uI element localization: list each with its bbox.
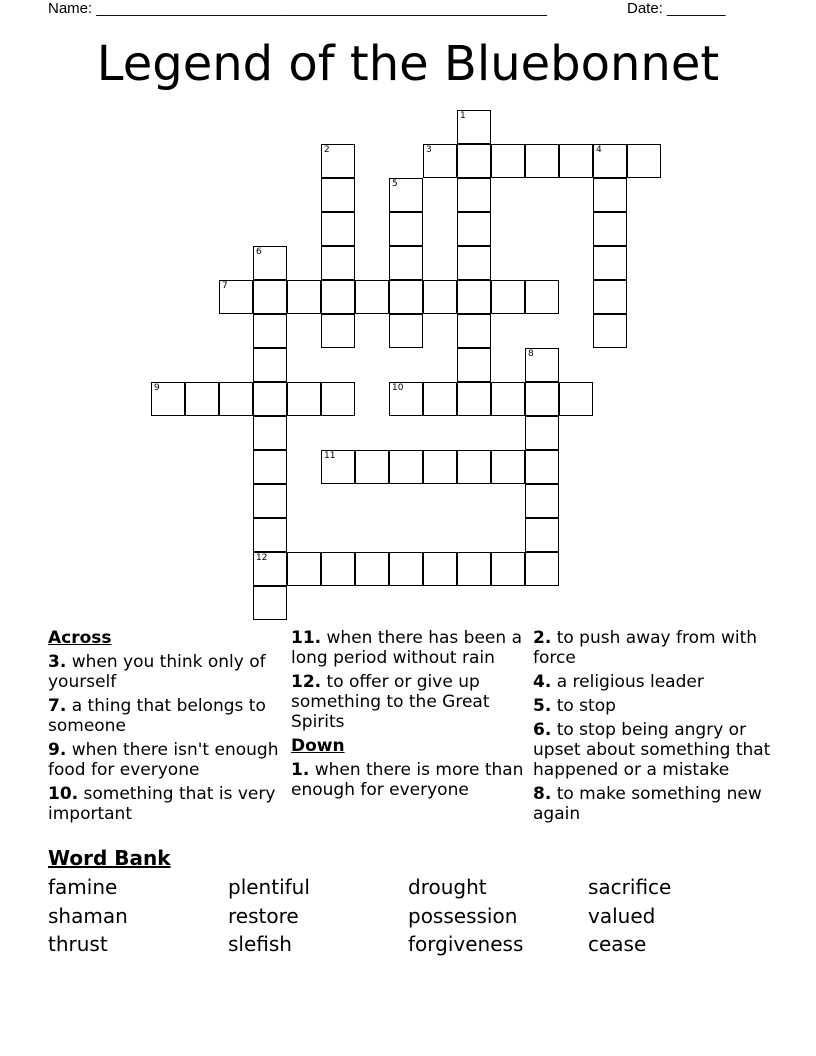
crossword-cell[interactable] xyxy=(321,178,355,212)
word-bank-word: sacrifice xyxy=(588,875,672,899)
crossword-cell[interactable] xyxy=(593,212,627,246)
down-clue: 2. to push away from with force xyxy=(533,628,758,668)
crossword-cell[interactable] xyxy=(321,382,355,416)
clue-number: 7 xyxy=(222,281,228,291)
crossword-cell[interactable] xyxy=(287,280,321,314)
crossword-cell[interactable] xyxy=(457,450,491,484)
crossword-cell[interactable] xyxy=(287,382,321,416)
crossword-cell[interactable] xyxy=(185,382,219,416)
page-title: Legend of the Bluebonnet xyxy=(96,36,720,92)
word-bank-word: slefish xyxy=(228,932,292,956)
crossword-cell[interactable] xyxy=(253,552,287,586)
across-clue: 12. to offer or give up something to the Great Spirits xyxy=(291,672,490,732)
crossword-cell[interactable] xyxy=(457,246,491,280)
crossword-cell[interactable] xyxy=(423,552,457,586)
name-field-label[interactable]: Name: ______________________________________________________ xyxy=(48,0,547,17)
word-bank-word: famine xyxy=(48,875,118,899)
word-bank-word: thrust xyxy=(48,932,108,956)
word-bank-list xyxy=(48,873,768,959)
clue-number: 4 xyxy=(596,145,602,155)
crossword-cell[interactable] xyxy=(525,484,559,518)
crossword-cell[interactable] xyxy=(491,382,525,416)
clue-number: 8 xyxy=(528,349,534,359)
down-clue: 4. a religious leader xyxy=(533,672,704,692)
crossword-cell[interactable] xyxy=(389,280,423,314)
down-heading: Down xyxy=(291,736,345,756)
word-bank-word: drought xyxy=(408,875,487,899)
across-clue: 9. when there isn't enough food for everyone xyxy=(48,740,279,780)
word-bank-word: forgiveness xyxy=(408,932,524,956)
crossword-cell[interactable] xyxy=(355,552,389,586)
across-clue: 7. a thing that belongs to someone xyxy=(48,696,266,736)
crossword-cell[interactable] xyxy=(389,212,423,246)
down-clue: 1. when there is more than enough for everyone xyxy=(291,760,524,800)
clue-column-1 xyxy=(48,628,284,828)
crossword-cell[interactable] xyxy=(287,552,321,586)
crossword-cell[interactable] xyxy=(355,450,389,484)
crossword-cell[interactable] xyxy=(457,178,491,212)
crossword-cell[interactable] xyxy=(525,348,559,382)
crossword-cell[interactable] xyxy=(321,212,355,246)
word-bank-word: valued xyxy=(588,903,656,928)
crossword-cell[interactable] xyxy=(253,416,287,450)
crossword-cell[interactable] xyxy=(151,382,185,416)
crossword-cell[interactable] xyxy=(525,552,559,586)
crossword-cell[interactable] xyxy=(253,484,287,518)
crossword-cell[interactable] xyxy=(321,450,355,484)
clue-number: 5 xyxy=(392,179,398,189)
crossword-cell[interactable] xyxy=(457,144,491,178)
crossword-cell[interactable] xyxy=(627,144,661,178)
clue-column-3 xyxy=(533,628,773,828)
crossword-cell[interactable] xyxy=(389,450,423,484)
across-clue: 10. something that is very important xyxy=(48,784,276,824)
crossword-cell[interactable] xyxy=(593,314,627,348)
crossword-cell[interactable] xyxy=(457,348,491,382)
crossword-cell[interactable] xyxy=(321,246,355,280)
crossword-cell[interactable] xyxy=(253,280,287,314)
crossword-cell[interactable] xyxy=(389,246,423,280)
word-bank-heading: Word Bank xyxy=(48,846,171,870)
crossword-cell[interactable] xyxy=(525,280,559,314)
crossword-cell[interactable] xyxy=(219,382,253,416)
date-field-label[interactable]: Date: _______ xyxy=(627,0,726,17)
crossword-cell[interactable] xyxy=(389,314,423,348)
word-bank xyxy=(48,845,768,959)
crossword-cell[interactable] xyxy=(593,144,627,178)
clue-column-2 xyxy=(291,628,527,804)
across-clue: 3. when you think only of yourself xyxy=(48,652,266,692)
clue-number: 6 xyxy=(256,247,262,257)
crossword-cell[interactable] xyxy=(389,178,423,212)
crossword-cell[interactable] xyxy=(457,314,491,348)
crossword-cell[interactable] xyxy=(321,144,355,178)
word-bank-word: shaman xyxy=(48,903,128,928)
clue-number: 1 xyxy=(460,111,466,121)
crossword-cell[interactable] xyxy=(593,178,627,212)
crossword-cell[interactable] xyxy=(457,212,491,246)
clue-number: 10 xyxy=(392,383,404,393)
crossword-cell[interactable] xyxy=(525,144,559,178)
crossword-cell[interactable] xyxy=(491,450,525,484)
crossword-cell[interactable] xyxy=(525,450,559,484)
crossword-cell[interactable] xyxy=(253,246,287,280)
crossword-cell[interactable] xyxy=(253,518,287,552)
crossword-cell[interactable] xyxy=(491,280,525,314)
crossword-cell[interactable] xyxy=(457,382,491,416)
word-bank-word: plentiful xyxy=(228,875,310,899)
crossword-cell[interactable] xyxy=(457,552,491,586)
crossword-cell[interactable] xyxy=(491,144,525,178)
crossword-cell[interactable] xyxy=(457,110,491,144)
crossword-cell[interactable] xyxy=(525,416,559,450)
clue-number: 2 xyxy=(324,145,330,155)
crossword-cell[interactable] xyxy=(593,280,627,314)
crossword-cell[interactable] xyxy=(389,382,423,416)
crossword-cell[interactable] xyxy=(423,280,457,314)
down-clue: 8. to make something new again xyxy=(533,784,762,824)
crossword-cell[interactable] xyxy=(219,280,253,314)
crossword-cell[interactable] xyxy=(559,382,593,416)
crossword-cell[interactable] xyxy=(559,144,593,178)
crossword-cell[interactable] xyxy=(525,382,559,416)
crossword-cell[interactable] xyxy=(593,246,627,280)
crossword-cell[interactable] xyxy=(321,552,355,586)
crossword-cell[interactable] xyxy=(355,280,389,314)
crossword-cell[interactable] xyxy=(423,382,457,416)
down-clue: 6. to stop being angry or upset about something that happened or a mistake xyxy=(533,720,771,780)
crossword-cell[interactable] xyxy=(423,450,457,484)
crossword-cell[interactable] xyxy=(321,314,355,348)
crossword-cell[interactable] xyxy=(457,280,491,314)
crossword-cell[interactable] xyxy=(525,518,559,552)
word-bank-word: restore xyxy=(228,903,299,928)
clue-number: 9 xyxy=(154,383,160,393)
crossword-cell[interactable] xyxy=(321,280,355,314)
crossword-cell[interactable] xyxy=(389,552,423,586)
clue-number: 12 xyxy=(256,553,268,563)
crossword-cell[interactable] xyxy=(253,382,287,416)
across-heading: Across xyxy=(48,628,112,648)
crossword-cell[interactable] xyxy=(491,552,525,586)
crossword-cell[interactable] xyxy=(253,450,287,484)
across-clue: 11. when there has been a long period without rain xyxy=(291,628,522,668)
word-bank-word: cease xyxy=(588,932,647,956)
down-clue: 5. to stop xyxy=(533,696,616,716)
word-bank-word: possession xyxy=(408,903,518,928)
clue-number: 3 xyxy=(426,145,432,155)
crossword-cell[interactable] xyxy=(253,348,287,382)
crossword-cell[interactable] xyxy=(423,144,457,178)
crossword-cell[interactable] xyxy=(253,314,287,348)
crossword-cell[interactable] xyxy=(253,586,287,620)
clue-number: 11 xyxy=(324,451,336,461)
